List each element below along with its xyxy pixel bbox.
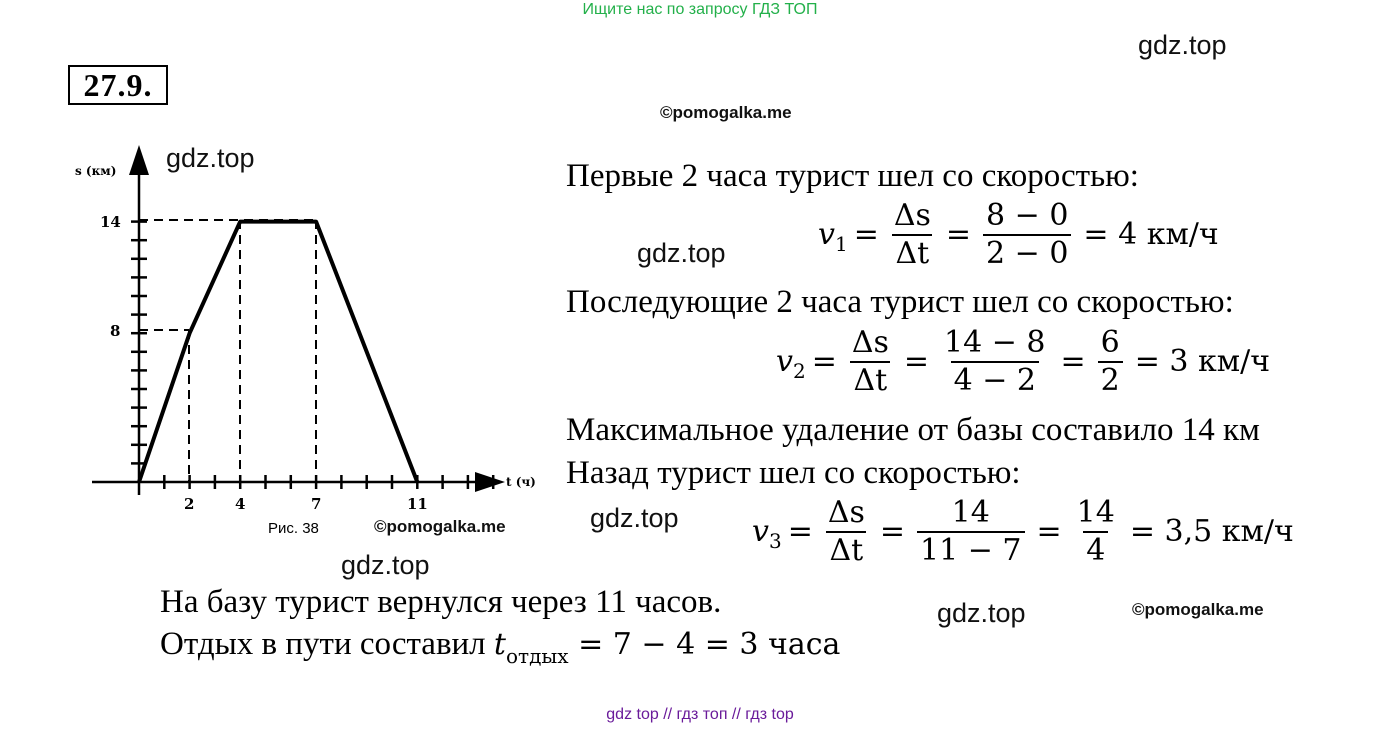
x-tick-label-7: 7 bbox=[311, 495, 322, 513]
formula-result: = 4 км/ч bbox=[1083, 217, 1219, 252]
solution-line-1: Первые 2 часа турист шел со скоростью: bbox=[566, 158, 1139, 194]
formula-v2: v 2 = $\frac{\Delta s}{\Delta t}$ = $\frac{14 - 8}{4 - 2}$ = $\frac{6}{2}$ = 3 км/ч bbox=[776, 325, 1271, 398]
watermark-pomogalka: ©pomogalka.me bbox=[660, 103, 792, 122]
x-tick-label-4: 4 bbox=[235, 495, 246, 513]
y-tick-label-14: 14 bbox=[100, 213, 121, 231]
fraction: $\frac{\Delta s}{\Delta t}$ bbox=[827, 495, 865, 568]
formula-var: v bbox=[818, 217, 835, 252]
solution-line-3: Максимальное удаление от базы составило 14 км bbox=[566, 412, 1260, 448]
y-tick-label-8: 8 bbox=[110, 322, 121, 340]
watermark-gdz: gdz.top bbox=[166, 143, 255, 173]
fraction: $\frac{8 - 0}{2 - 0}$ bbox=[983, 200, 1071, 269]
x-tick-label-2: 2 bbox=[184, 495, 195, 513]
y-axis-label: s (км) bbox=[75, 164, 117, 178]
fraction: $\frac{\Delta s}{\Delta t}$ bbox=[893, 198, 931, 271]
formula-v3: v 3 = $\frac{\Delta s}{\Delta t}$ = $\frac{14}{11 - 7}$ = $\frac{14}{4}$ = 3,5 км/ч bbox=[752, 495, 1294, 568]
formula-subscript: 1 bbox=[834, 231, 848, 256]
x-axis-label: t (ч) bbox=[506, 475, 536, 489]
fraction: $\frac{14 - 8}{4 - 2}$ bbox=[944, 325, 1046, 398]
watermark-gdz: gdz.top bbox=[637, 238, 726, 268]
distance-time-graph bbox=[0, 0, 560, 545]
watermark-gdz: gdz.top bbox=[1138, 30, 1227, 60]
fraction: $\frac{\Delta s}{\Delta t}$ bbox=[851, 325, 889, 398]
graph-line bbox=[139, 222, 417, 482]
guide-lines bbox=[139, 220, 316, 482]
footer-links[interactable]: gdz top // гдз топ // гдз top bbox=[606, 706, 794, 723]
fraction: $\frac{6}{2}$ bbox=[1098, 327, 1123, 396]
x-tick-label-11: 11 bbox=[407, 495, 428, 513]
solution-line-5: На базу турист вернулся через 11 часов. bbox=[160, 584, 722, 620]
watermark-pomogalka: ©pomogalka.me bbox=[374, 517, 506, 536]
formula-v1: v 1 = $\frac{\Delta s}{\Delta t}$ = $\frac{8 - 0}{2 - 0}$ = 4 км/ч bbox=[818, 198, 1219, 271]
solution-line-4: Назад турист шел со скоростью: bbox=[566, 455, 1021, 491]
top-search-hint[interactable]: Ищите нас по запросу ГДЗ ТОП bbox=[582, 1, 818, 18]
problem-number: 27.9. bbox=[68, 65, 168, 105]
figure-caption: Рис. 38 bbox=[268, 520, 319, 537]
watermark-pomogalka: ©pomogalka.me bbox=[1132, 600, 1264, 619]
watermark-gdz: gdz.top bbox=[590, 503, 679, 533]
fraction: $\frac{14}{11 - 7}$ bbox=[917, 497, 1024, 566]
watermark-gdz: gdz.top bbox=[341, 550, 430, 580]
watermark-gdz: gdz.top bbox=[937, 598, 1026, 628]
fraction: $\frac{14}{4}$ bbox=[1076, 495, 1115, 568]
solution-line-2: Последующие 2 часа турист шел со скоростью: bbox=[566, 284, 1234, 320]
solution-line-6: Отдых в пути составил $t_{отдых} = 7 - 4 = 3$ часа bbox=[160, 626, 841, 668]
